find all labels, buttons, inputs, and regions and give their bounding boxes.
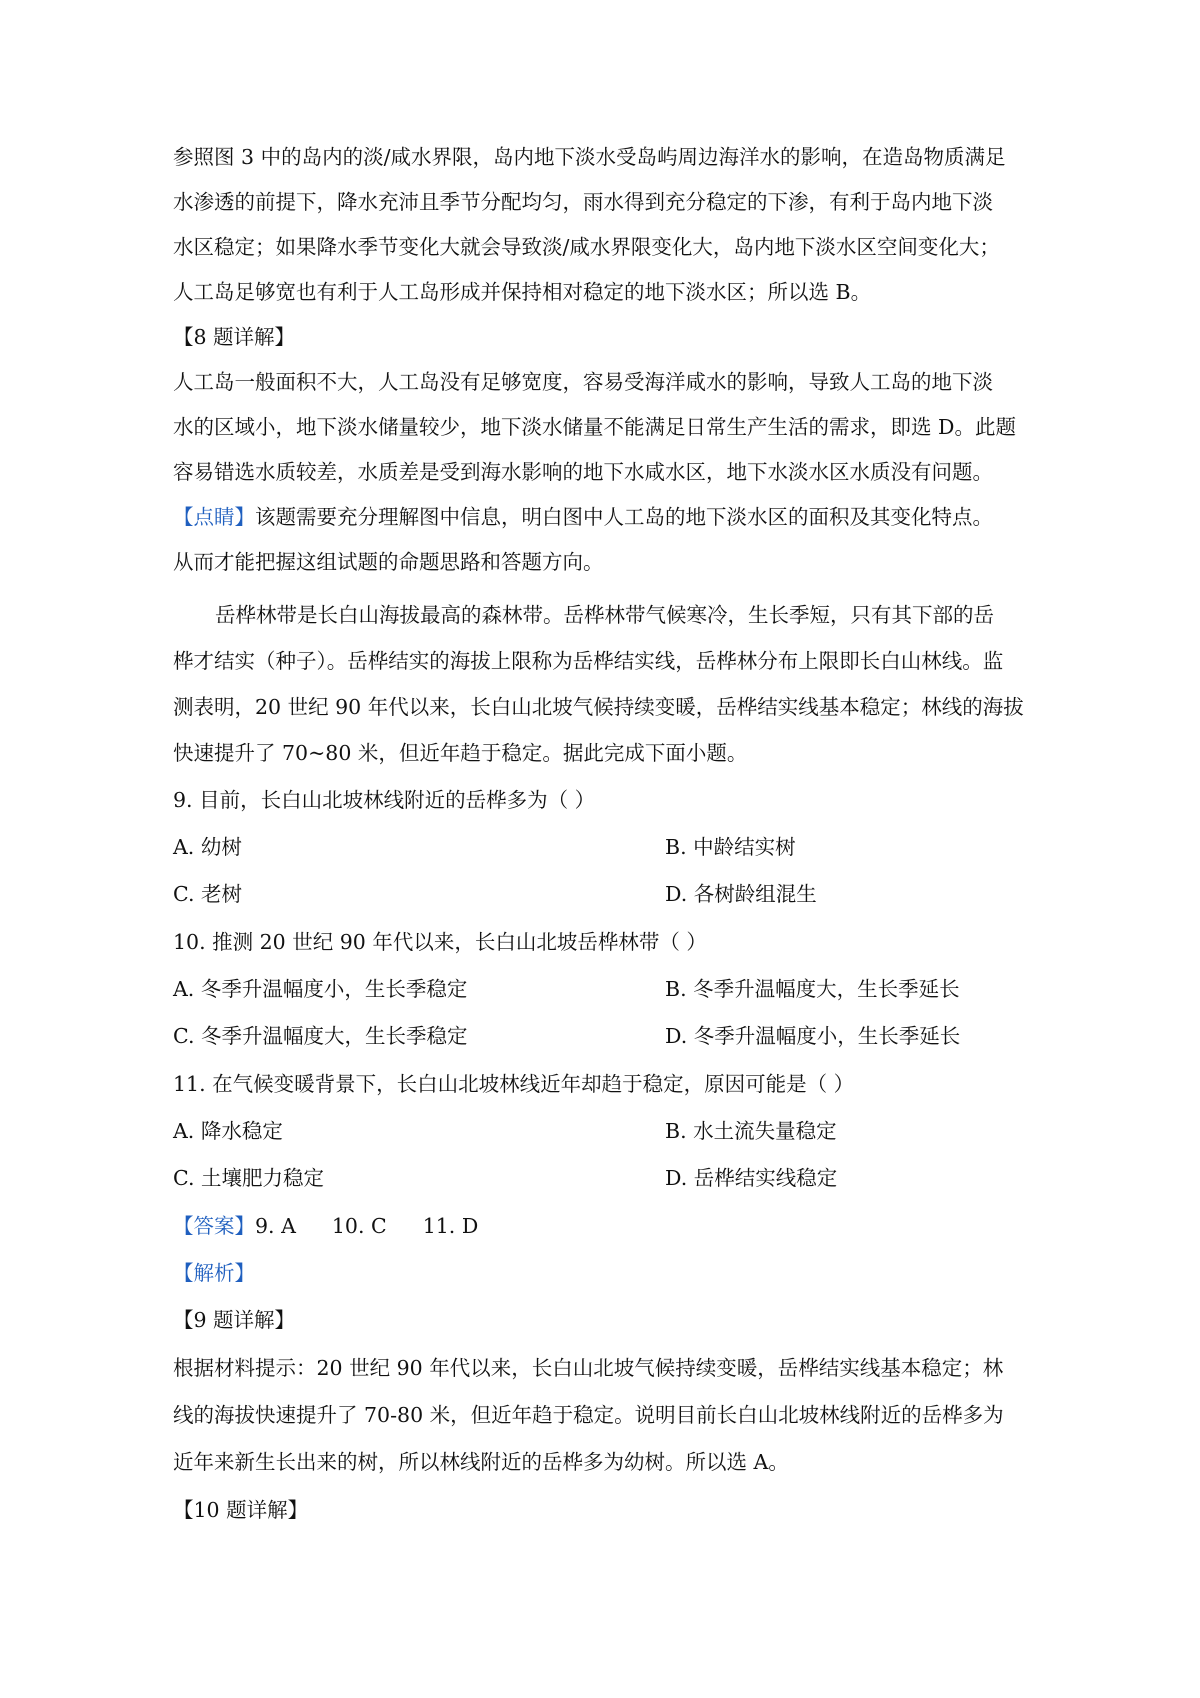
paragraph-line: 水渗透的前提下，降水充沛且季节分配均匀，雨水得到充分稳定的下渗，有利于岛内地下淡 bbox=[173, 190, 993, 214]
question-10-option-b: B. 冬季升温幅度大，生长季延长 bbox=[665, 977, 960, 1001]
answer-9: 9. A bbox=[255, 1214, 296, 1238]
question-9-option-b: B. 中龄结实树 bbox=[665, 835, 796, 859]
answer-line bbox=[173, 1211, 514, 1241]
question-9-option-d: D. 各树龄组混生 bbox=[665, 882, 817, 906]
paragraph-line: 人工岛一般面积不大，人工岛没有足够宽度，容易受海洋咸水的影响，导致人工岛的地下淡 bbox=[173, 370, 993, 394]
question-11-stem: 11. 在气候变暖背景下，长白山北坡林线近年却趋于稳定，原因可能是（ ） bbox=[173, 1072, 855, 1096]
paragraph-line: 水的区域小，地下淡水储量较少，地下淡水储量不能满足日常生产生活的需求，即选 D。此题 bbox=[173, 415, 1016, 439]
paragraph-line: 线的海拔快速提升了 70-80 米，但近年趋于稳定。说明目前长白山北坡林线附近的岳桦多为 bbox=[173, 1403, 1004, 1427]
material-line: 岳桦林带是长白山海拔最高的森林带。岳桦林带气候寒冷，生长季短，只有其下部的岳 bbox=[215, 603, 994, 627]
analysis-tag: 【解析】 bbox=[173, 1261, 255, 1285]
paragraph-line: 根据材料提示：20 世纪 90 年代以来，长白山北坡气候持续变暖，岳桦结实线基本稳定；林 bbox=[173, 1356, 1004, 1380]
paragraph-line: 容易错选水质较差，水质差是受到海水影响的地下水咸水区，地下水淡水区水质没有问题。 bbox=[173, 460, 993, 484]
question-10-option-d: D. 冬季升温幅度小，生长季延长 bbox=[665, 1024, 961, 1048]
question-11-option-a: A. 降水稳定 bbox=[173, 1119, 283, 1143]
paragraph-line: 参照图 3 中的岛内的淡/咸水界限，岛内地下淡水受岛屿周边海洋水的影响，在造岛物质满足 bbox=[173, 145, 1006, 169]
paragraph-line: 水区稳定；如果降水季节变化大就会导致淡/咸水界限变化大，岛内地下淡水区空间变化大； bbox=[173, 235, 1000, 259]
paragraph-line: 近年来新生长出来的树，所以林线附近的岳桦多为幼树。所以选 A。 bbox=[173, 1450, 789, 1474]
material-line: 测表明，20 世纪 90 年代以来，长白山北坡气候持续变暖，岳桦结实线基本稳定；林线的海拔 bbox=[173, 695, 1024, 719]
answer-11: 11. D bbox=[422, 1214, 479, 1238]
question-9-option-c: C. 老树 bbox=[173, 882, 242, 906]
question-11-option-c: C. 土壤肥力稳定 bbox=[173, 1166, 324, 1190]
answer-10: 10. C bbox=[331, 1214, 387, 1238]
question-11-option-d: D. 岳桦结实线稳定 bbox=[665, 1166, 838, 1190]
paragraph-line: 从而才能把握这组试题的命题思路和答题方向。 bbox=[173, 550, 604, 574]
q8-heading: 【8 题详解】 bbox=[173, 325, 296, 349]
question-9-stem: 9. 目前，长白山北坡林线附近的岳桦多为（ ） bbox=[173, 788, 596, 812]
material-line: 桦才结实（种子）。岳桦结实的海拔上限称为岳桦结实线，岳桦林分布上限即长白山林线。监 bbox=[173, 649, 1004, 673]
paragraph-line: 人工岛足够宽也有利于人工岛形成并保持相对稳定的地下淡水区；所以选 B。 bbox=[173, 280, 872, 304]
dianjing-line bbox=[173, 502, 1033, 532]
question-10-option-c: C. 冬季升温幅度大，生长季稳定 bbox=[173, 1024, 468, 1048]
question-10-stem: 10. 推测 20 世纪 90 年代以来，长白山北坡岳桦林带（ ） bbox=[173, 930, 707, 954]
question-9-option-a: A. 幼树 bbox=[173, 835, 242, 859]
dianjing-tag: 【点睛】 bbox=[173, 505, 255, 529]
q9-heading: 【9 题详解】 bbox=[173, 1308, 296, 1332]
material-line: 快速提升了 70~80 米，但近年趋于稳定。据此完成下面小题。 bbox=[173, 741, 748, 765]
question-10-option-a: A. 冬季升温幅度小，生长季稳定 bbox=[173, 977, 468, 1001]
question-11-option-b: B. 水土流失量稳定 bbox=[665, 1119, 837, 1143]
answer-tag: 【答案】 bbox=[173, 1214, 255, 1238]
q10-heading: 【10 题详解】 bbox=[173, 1498, 309, 1522]
dianjing-text: 该题需要充分理解图中信息，明白图中人工岛的地下淡水区的面积及其变化特点。 bbox=[255, 505, 993, 529]
